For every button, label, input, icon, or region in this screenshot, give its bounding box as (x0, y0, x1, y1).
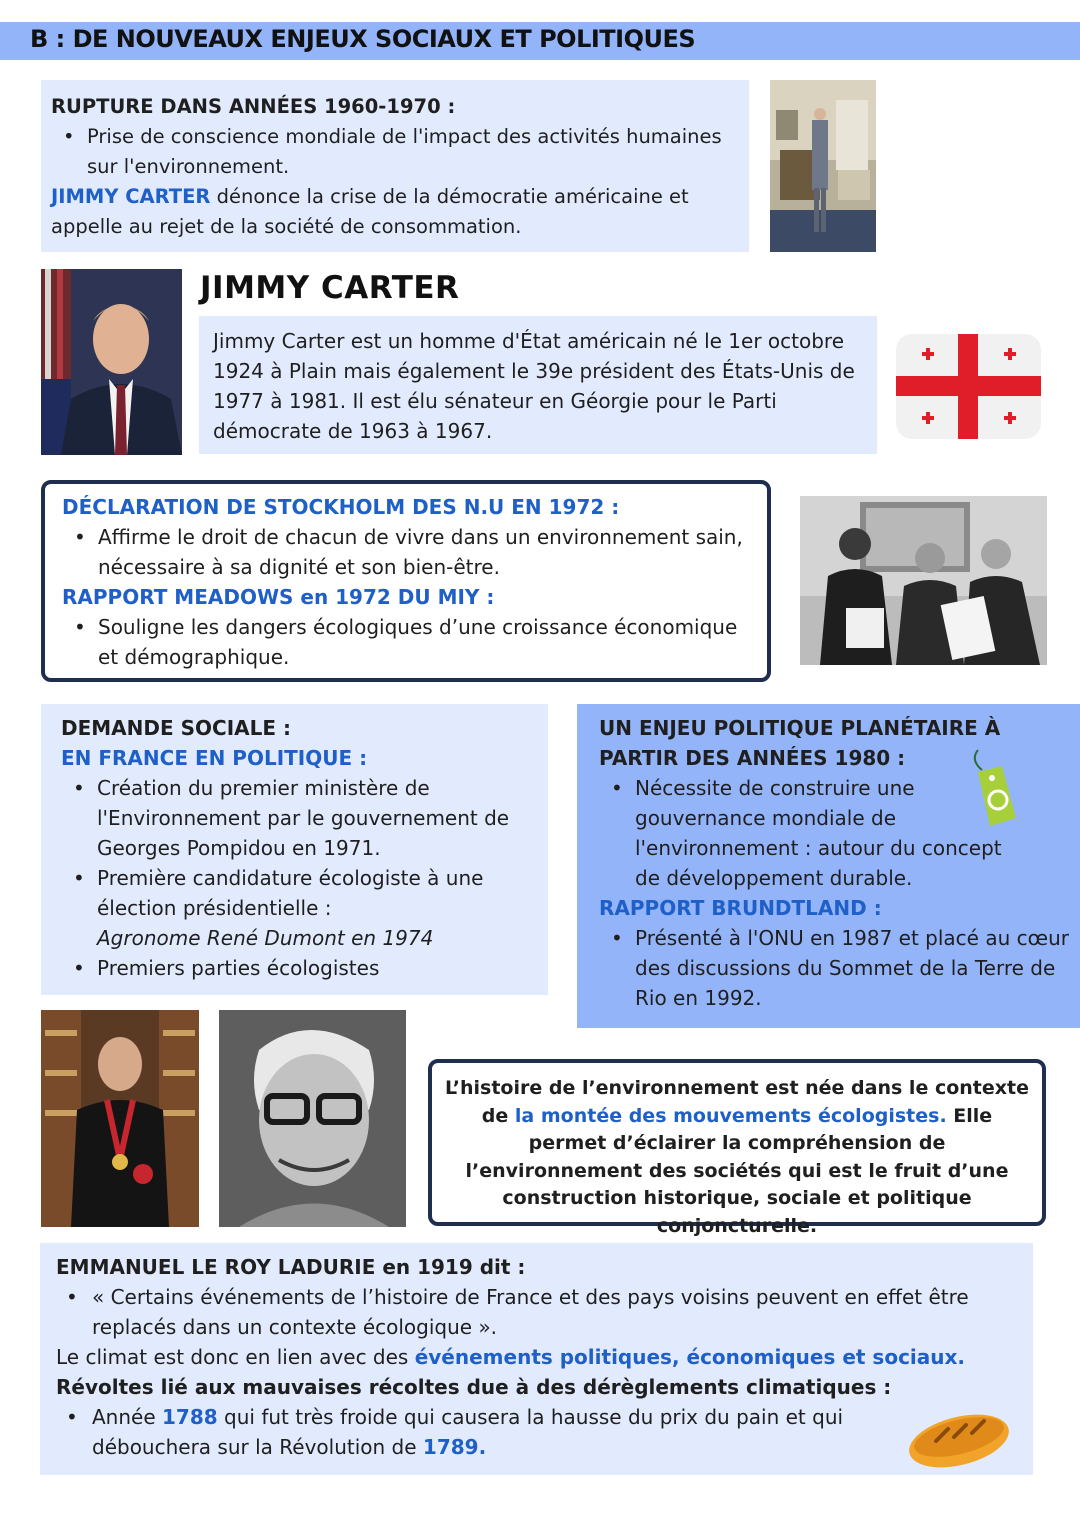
demande-heading: DEMANDE SOCIALE : (61, 716, 291, 740)
stockholm-photo (800, 496, 1047, 665)
ladurie-list (56, 1282, 1025, 1342)
climat-highlight: événements politiques, économiques et sociaux. (414, 1345, 966, 1369)
stockholm-list (62, 522, 761, 582)
ladurie-quote: • « Certains événements de l’histoire de France et des pays voisins peuvent en effet être replacés dans un contexte écologique ». (56, 1282, 1025, 1342)
climat-paragraph (56, 1342, 1025, 1372)
meadows-list (62, 612, 761, 672)
demande-bullet-2-text: Première candidature écologiste à une élection présidentielle : (97, 866, 484, 920)
annee-list (56, 1402, 1025, 1462)
histoire-paragraph (442, 1075, 1032, 1240)
brundtland-bullet: • Présenté à l'ONU en 1987 et placé au cœur des discussions du Sommet de la Terre de Rio en 1992. (599, 923, 1074, 1013)
enjeu-bullet: • Nécessite de construire une gouvernance mondiale de l'environnement : autour du concept de développement durable. (599, 773, 1074, 893)
stockholm-box (41, 480, 771, 682)
annee-mid: qui fut très froide qui causera la hausse du prix du pain et qui débouchera sur la Révolution de (92, 1405, 844, 1459)
demande-bullet-2 (61, 863, 542, 953)
stockholm-heading: DÉCLARATION DE STOCKHOLM DES N.U EN 1972 : (62, 495, 620, 519)
eco-tag-icon (968, 748, 1020, 832)
demande-subheading: EN FRANCE EN POLITIQUE : (61, 746, 368, 770)
dumont-photo (219, 1010, 406, 1227)
rupture-bullet: • Prise de conscience mondiale de l'impact des activités humaines sur l'environnement. (51, 122, 739, 182)
climat-text: Le climat est donc en lien avec des (56, 1345, 415, 1369)
year-1788: 1788 (162, 1405, 218, 1429)
demande-bullet-3: • Premiers parties écologistes (61, 953, 542, 983)
meadows-heading: RAPPORT MEADOWS en 1972 DU MIY : (62, 585, 495, 609)
carter-bio-text: Jimmy Carter est un homme d'État américain né le 1er octobre 1924 à Plain mais également le 39e président des États-Unis de 1977 à 1981. Il est élu sénateur en Géorgie pour le Parti démocrate de 1963 à 1967. (213, 329, 855, 443)
meadows-bullet: • Souligne les dangers écologiques d’une croissance économique et démographique. (62, 612, 761, 672)
ladurie-box (40, 1243, 1033, 1475)
section-header (0, 22, 1080, 60)
rupture-heading: RUPTURE DANS ANNÉES 1960-1970 : (51, 95, 456, 118)
demande-bullet-1: • Création du premier ministère de l'Environnement par le gouvernement de Georges Pompidou en 1971. (61, 773, 542, 863)
carter-bio-box (199, 316, 877, 454)
section-title: B : DE NOUVEAUX ENJEUX SOCIAUX ET POLITIQUES (30, 25, 696, 53)
ladurie-heading: EMMANUEL LE ROY LADURIE en 1919 dit : (56, 1255, 526, 1279)
pompidou-photo (41, 1010, 199, 1227)
brundtland-heading: RAPPORT BRUNDTLAND : (599, 896, 882, 920)
stockholm-bullet: • Affirme le droit de chacun de vivre dans un environnement sain, nécessaire à sa dignité et son bien-être. (62, 522, 761, 582)
brundtland-list (599, 923, 1074, 1013)
histoire-highlight: la montée des mouvements écologistes. (514, 1104, 947, 1127)
histoire-box (428, 1059, 1046, 1237)
rupture-carter-paragraph (51, 182, 739, 242)
rupture-box (41, 80, 749, 252)
dumont-text: Agronome René Dumont en 1974 (97, 926, 434, 950)
carter-name-link: JIMMY CARTER (51, 185, 211, 208)
histoire-part2: Elle permet d’éclairer la compréhension de l’environnement des sociétés qui est le fruit d’une construction historique, sociale et politique conjoncturelle. (465, 1104, 1009, 1237)
demande-sociale-box (41, 704, 548, 995)
demande-list (61, 773, 542, 983)
georgia-flag-icon (896, 334, 1041, 439)
rupture-list (51, 122, 739, 182)
carter-title: JIMMY CARTER (200, 270, 460, 306)
annee-bullet (56, 1402, 1025, 1462)
bread-icon (906, 1405, 1012, 1471)
enjeu-heading-line2: PARTIR DES ANNÉES 1980 : (599, 746, 906, 770)
carter-portrait-photo (41, 269, 182, 455)
revoltes-heading: Révoltes lié aux mauvaises récoltes due à des dérèglements climatiques : (56, 1375, 892, 1399)
annee-pre: Année (92, 1405, 162, 1429)
carter-office-photo (770, 80, 876, 252)
rupture-carter-text: dénonce la crise de la démocratie américaine et appelle au rejet de la société de consommation. (51, 185, 689, 238)
histoire-part1: L’histoire de l’environnement est née dans le contexte de (445, 1077, 1029, 1127)
year-1789: 1789. (422, 1435, 487, 1459)
enjeu-heading-line1: UN ENJEU POLITIQUE PLANÉTAIRE À (599, 716, 1001, 740)
